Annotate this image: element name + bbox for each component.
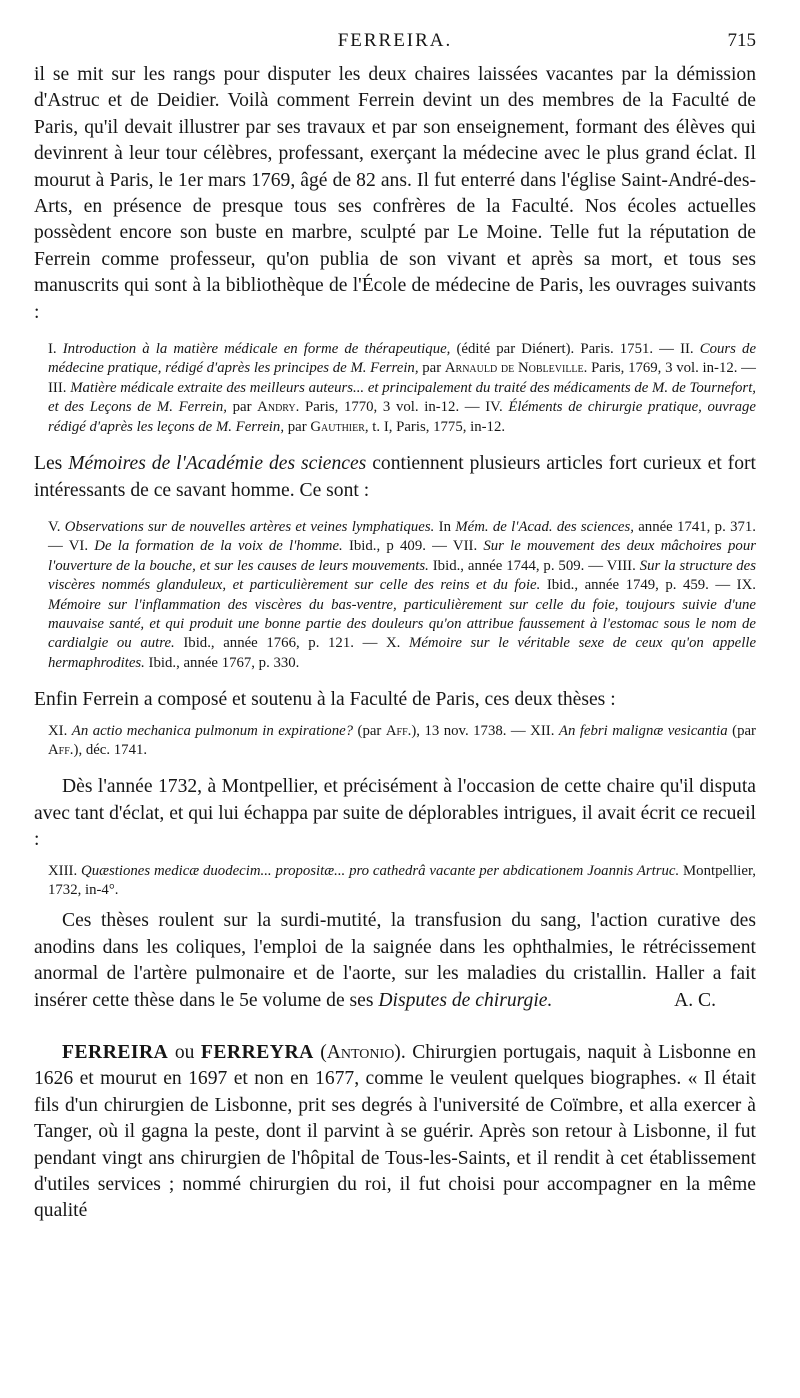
paragraph-2: Les Mémoires de l'Académie des sciences contiennent plusieurs articles fort curieux et fort intéressants de ce savant homme. Ce sont : bbox=[34, 453, 756, 501]
running-title: FERREIRA. bbox=[337, 30, 453, 51]
article-body bbox=[34, 62, 756, 1225]
author-initials: A. C. bbox=[674, 989, 716, 1011]
works-list-2: V. Observations sur de nouvelles artères et veines lymphatiques. In Mém. de l'Acad. des sciences, année 1741, p. 371. — VI. De la formation de la voix de l'homme. Ibid., p 409. — VII. Sur le mouvement des deux mâchoires pour l'ouverture de la bouche, et sur les causes de leurs mouvements. Ibid., année 1744, p. 509. — VIII. Sur la structure des viscères nommés glanduleux, et particulièrement sur celle des reins et du foie. Ibid., année 1749, p. 459. — IX. Mémoire sur l'inflammation des viscères du bas-ventre, particulièrement sur celle du foie, toujours suivie d'une mauvaise santé, et qui produit une bonne partie des douleurs qu'on attribue faussement à l'estomac sous le nom de cardialgie ou autre. Ibid., année 1766, p. 121. — X. Mémoire sur le véritable sexe de ceux qu'on appelle hermaphrodites. Ibid., année 1767, p. 330. bbox=[48, 518, 757, 671]
works-list-3: XI. An actio mechanica pulmonum in expiratione? (par Aff.), 13 nov. 1738. — XII. An febri malignæ vesicantia (par Aff.), déc. 1741. bbox=[48, 722, 756, 758]
paragraph-5: Ces thèses roulent sur la surdi-mutité, la transfusion du sang, l'action curative des anodins dans les coliques, l'emploi de la saignée dans les ophthalmies, le rétrécissement anormal de l'artère pulmonaire et de l'aorte, sur les maladies du cristallin. Haller a fait insérer cette thèse dans le 5e volume de ses Disputes de chirurgie. A. C. bbox=[34, 908, 756, 1014]
paragraph-4: Dès l'année 1732, à Montpellier, et précisément à l'occasion de cette chaire qu'il disputa avec tant d'éclat, et qui lui échappa par suite de déplorables intrigues, il avait écrit ce recueil : bbox=[34, 776, 756, 851]
works-list-4: XIII. Quæstiones medicæ duodecim... propositæ... pro cathedrâ vacante per abdicationem Joannis Artruc. Montpellier, 1732, in-4°. bbox=[48, 862, 756, 898]
paragraph-3: Enfin Ferrein a composé et soutenu à la Faculté de Paris, ces deux thèses : bbox=[34, 689, 616, 711]
page-number: 715 bbox=[727, 30, 756, 51]
running-head bbox=[34, 30, 756, 56]
entry-headword: FERREIRA bbox=[62, 1042, 169, 1064]
entry-headword-variant: FERREYRA bbox=[200, 1042, 314, 1064]
paragraph-1: il se mit sur les rangs pour disputer les deux chaires laissées vacantes par la démission d'Astruc et de Deidier. Voilà comment Ferrein devint un des membres de la Faculté de Paris, qu'il devait illustrer par ses travaux et par son enseignement, formant des élèves qui devinrent à leur tour célèbres, professant, exerçant la médecine avec le plus grand éclat. Il mourut à Paris, le 1er mars 1769, âgé de 82 ans. Il fut enterré dans l'église Saint-André-des-Arts, en présence de presque tous ses confrères de la Faculté. Nos écoles actuelles possèdent encore son buste en marbre, sculpté par Le Moine. Telle fut la réputation de Ferrein comme professeur, qu'on publia de son vivant et après sa mort, et tous ses manuscrits qui sont à la bibliothèque de l'École de médecine de Paris, les ouvrages suivants : bbox=[34, 64, 756, 323]
works-list-1: I. Introduction à la matière médicale en forme de thérapeutique, (édité par Diénert). Paris. 1751. — II. Cours de médecine pratique, rédigé d'après les principes de M. Ferrein, par Arnauld de Nobleville. Paris, 1769, 3 vol. in-12. — III. Matière médicale extraite des meilleurs auteurs... et principalement du traité des médicaments de M. de Tournefort, et des Leçons de M. Ferrein, par Andry. Paris, 1770, 3 vol. in-12. — IV. Éléments de chirurgie pratique, ouvrage rédigé d'après les leçons de M. Ferrein, par Gauthier, t. I, Paris, 1775, in-12. bbox=[48, 341, 757, 435]
entry-ferreira: FERREIRA ou FERREYRA (Antonio). Chirurgien portugais, naquit à Lisbonne en 1626 et mourut en 1697 et non en 1677, comme le veulent quelques biographes. « Il était fils d'un chirurgien de Lisbonne, prit ses degrés à l'université de Coïmbre, et alla exercer à Tanger, où il gagna la peste, dont il parvint à se guérir. Après son retour à Lisbonne, il fut pendant vingt ans chirurgien de l'hôpital de Tous-les-Saints, et il rendit à cet établissement d'utiles services ; nommé chirurgien du roi, il fut choisi pour accompagner en la même qualité bbox=[34, 1042, 757, 1222]
